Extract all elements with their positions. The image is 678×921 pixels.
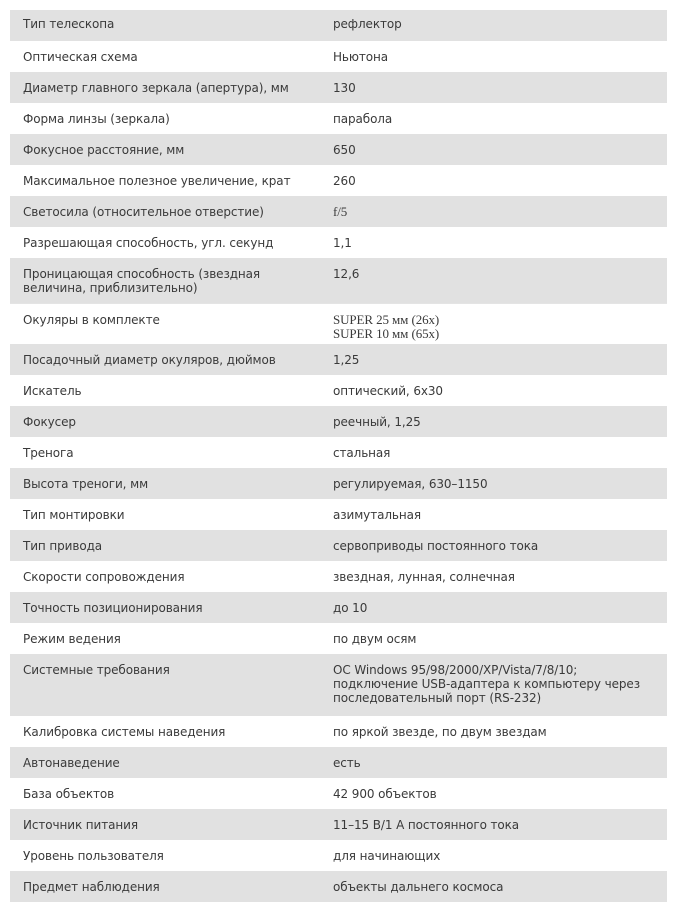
spec-row-guiding-mode [10, 623, 667, 654]
spec-value: до 10 [323, 592, 667, 623]
spec-label: Уровень пользователя [10, 840, 323, 871]
spec-row-user-level [10, 840, 667, 871]
spec-label: Тип привода [10, 530, 323, 561]
spec-label: Фокусное расстояние, мм [10, 134, 323, 165]
spec-value: f/5 [323, 196, 667, 227]
spec-label: Искатель [10, 375, 323, 406]
spec-value: для начинающих [323, 840, 667, 871]
spec-value: ОС Windows 95/98/2000/XP/Vista/7/8/10; подключение USB-адаптера к компьютеру через последовательный порт (RS-232) [323, 654, 667, 716]
spec-label: Точность позиционирования [10, 592, 323, 623]
spec-label: Источник питания [10, 809, 323, 840]
spec-value: по двум осям [323, 623, 667, 654]
spec-label: Оптическая схема [10, 41, 323, 72]
spec-row-goto [10, 747, 667, 778]
spec-row-object-database [10, 778, 667, 809]
spec-row-tripod [10, 437, 667, 468]
spec-label: Режим ведения [10, 623, 323, 654]
spec-label: Окуляры в комплекте [10, 303, 323, 344]
spec-value: оптический, 6x30 [323, 375, 667, 406]
spec-row-tripod-height [10, 468, 667, 499]
spec-label: Высота треноги, мм [10, 468, 323, 499]
spec-value: 42 900 объектов [323, 778, 667, 809]
spec-value: Ньютона [323, 41, 667, 72]
spec-value: SUPER 25 мм (26x) SUPER 10 мм (65x) [323, 303, 667, 344]
spec-value: объекты дальнего космоса [323, 871, 667, 902]
spec-row-drive-type [10, 530, 667, 561]
spec-value: парабола [323, 103, 667, 134]
spec-label: Тип телескопа [10, 10, 323, 41]
spec-row-power-supply [10, 809, 667, 840]
spec-label: Скорости сопровождения [10, 561, 323, 592]
spec-value: 11–15 В/1 А постоянного тока [323, 809, 667, 840]
spec-label: Фокусер [10, 406, 323, 437]
spec-row-mirror-shape [10, 103, 667, 134]
spec-value: реечный, 1,25 [323, 406, 667, 437]
spec-row-resolution [10, 227, 667, 258]
spec-row-tracking-rates [10, 561, 667, 592]
spec-row-focal-length [10, 134, 667, 165]
spec-row-focuser [10, 406, 667, 437]
spec-row-system-requirements [10, 654, 667, 716]
spec-label: Максимальное полезное увеличение, крат [10, 165, 323, 196]
spec-row-max-magnification [10, 165, 667, 196]
spec-label: Системные требования [10, 654, 323, 716]
spec-label: База объектов [10, 778, 323, 809]
spec-label: Предмет наблюдения [10, 871, 323, 902]
spec-value: 1,25 [323, 344, 667, 375]
spec-label: Разрешающая способность, угл. секунд [10, 227, 323, 258]
spec-row-telescope-type [10, 10, 667, 41]
spec-row-optical-scheme [10, 41, 667, 72]
spec-label: Тренога [10, 437, 323, 468]
spec-value: сервоприводы постоянного тока [323, 530, 667, 561]
spec-label: Проницающая способность (звездная величина, приблизительно) [10, 258, 323, 303]
spec-row-positioning-accuracy [10, 592, 667, 623]
spec-value: звездная, лунная, солнечная [323, 561, 667, 592]
spec-row-aperture [10, 72, 667, 103]
spec-row-finder [10, 375, 667, 406]
spec-label: Светосила (относительное отверстие) [10, 196, 323, 227]
spec-label: Калибровка системы наведения [10, 716, 323, 747]
spec-value: 260 [323, 165, 667, 196]
spec-label: Форма линзы (зеркала) [10, 103, 323, 134]
spec-row-observation-target [10, 871, 667, 902]
spec-label: Диаметр главного зеркала (апертура), мм [10, 72, 323, 103]
spec-label: Посадочный диаметр окуляров, дюймов [10, 344, 323, 375]
spec-value: 1,1 [323, 227, 667, 258]
spec-value: стальная [323, 437, 667, 468]
spec-label: Автонаведение [10, 747, 323, 778]
spec-value: рефлектор [323, 10, 667, 41]
spec-row-eyepieces [10, 303, 667, 344]
specifications-table [10, 10, 667, 902]
spec-value: 650 [323, 134, 667, 165]
spec-label: Тип монтировки [10, 499, 323, 530]
spec-value: азимутальная [323, 499, 667, 530]
spec-value: 130 [323, 72, 667, 103]
spec-value: 12,6 [323, 258, 667, 303]
spec-row-mount-type [10, 499, 667, 530]
spec-row-alignment [10, 716, 667, 747]
spec-row-focal-ratio [10, 196, 667, 227]
spec-row-limiting-magnitude [10, 258, 667, 303]
spec-value: есть [323, 747, 667, 778]
spec-value: регулируемая, 630–1150 [323, 468, 667, 499]
spec-row-eyepiece-diameter [10, 344, 667, 375]
spec-value: по яркой звезде, по двум звездам [323, 716, 667, 747]
